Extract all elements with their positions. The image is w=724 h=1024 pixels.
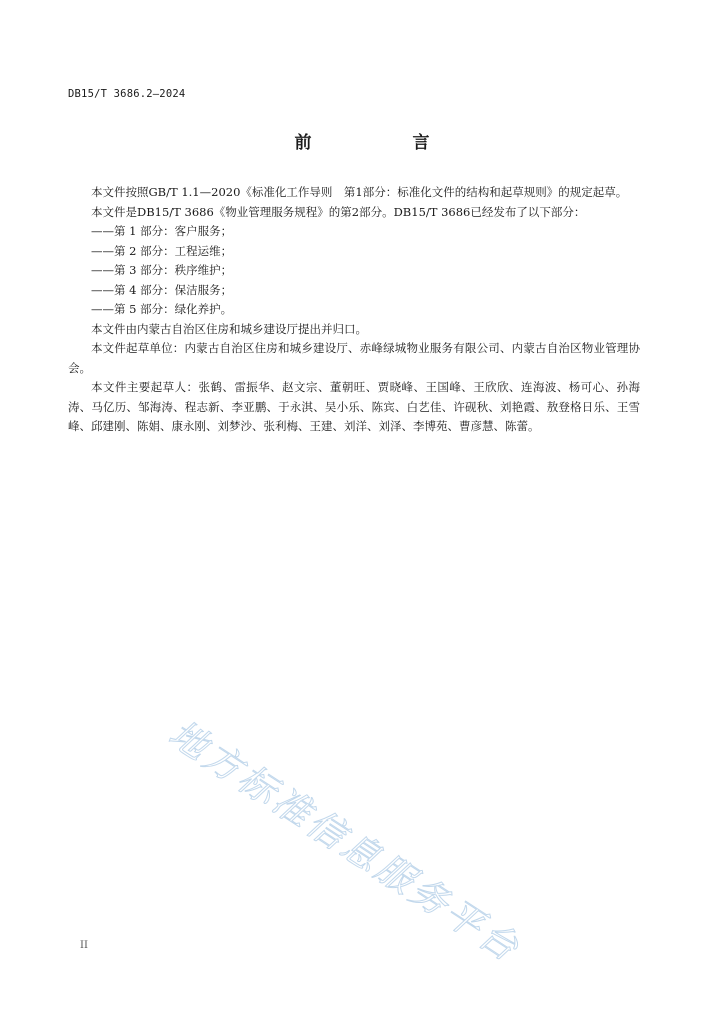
document-code: DB15/T 3686.2—2024 [68, 88, 186, 100]
list-item-part-1: ——第 1 部分：客户服务； [91, 224, 233, 238]
paragraph-drafting-basis: 本文件按照GB/T 1.1—2020《标准化工作导则 第1部分：标准化文件的结构和起草规则》的规定起草。 [91, 185, 628, 199]
foreword-body [68, 183, 640, 437]
paragraph-series-info: 本文件是DB15/T 3686《物业管理服务规程》的第2部分。DB15/T 3686已经发布了以下部分： [91, 204, 586, 219]
watermark-text: 地方标准信息服务平台 [161, 711, 529, 972]
paragraph-proposer: 本文件由内蒙古自治区住房和城乡建设厅提出并归口。 [91, 321, 367, 336]
page-number: II [80, 940, 88, 951]
list-item-part-2: ——第 2 部分：工程运维； [91, 243, 233, 258]
section-title: 前 言 [294, 133, 472, 153]
paragraph-drafters: 本文件主要起草人：张鹤、雷振华、赵文宗、董朝旺、贾晓峰、王国峰、王欣欣、连海波、杨可心、孙海涛、马亿历、邹海涛、程志新、李亚鹏、于永淇、吴小乐、陈宾、白艺佳、许砚秋、刘艳霞、敖登格日乐、王雪峰、邱建刚、陈娟、康永刚、刘梦沙、张利梅、王建、刘洋、刘泽、李博苑、曹彦慧、陈蕾。 [68, 380, 640, 433]
paragraph-drafting-units: 本文件起草单位：内蒙古自治区住房和城乡建设厅、赤峰绿城物业服务有限公司、内蒙古自治区物业管理协会。 [68, 341, 640, 375]
list-item-part-3: ——第 3 部分：秩序维护； [91, 263, 233, 277]
list-item-part-4: ——第 4 部分：保洁服务； [91, 282, 233, 297]
list-item-part-5: ——第 5 部分：绿化养护。 [91, 302, 233, 316]
